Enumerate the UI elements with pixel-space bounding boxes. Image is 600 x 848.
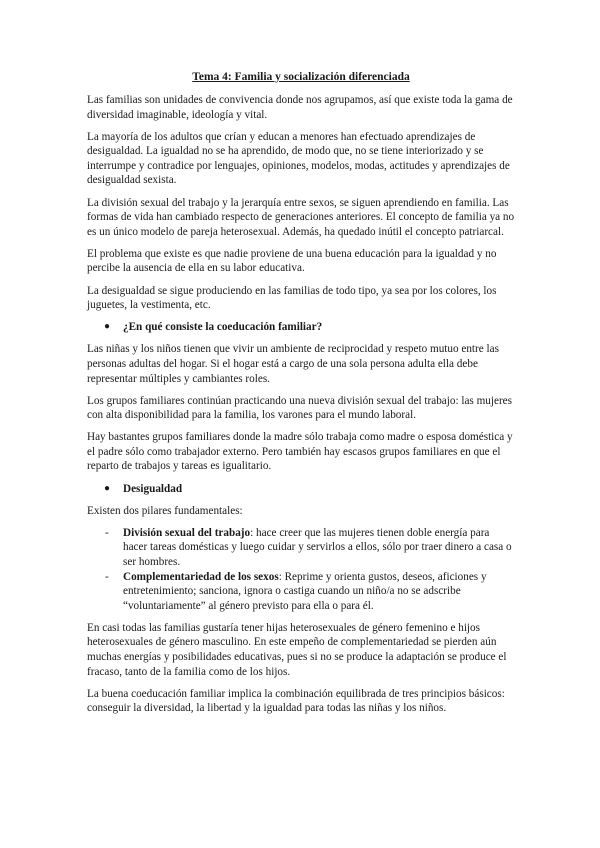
document-page — [87, 70, 515, 723]
paragraph: Las familias son unidades de convivencia donde nos agrupamos, así que existe toda la gama de diversidad imaginable, ideología y vital. — [87, 94, 513, 121]
paragraph: Existen dos pilares fundamentales: — [87, 504, 243, 517]
document-title: Tema 4: Familia y socialización diferenciada — [192, 71, 410, 83]
paragraph: Hay bastantes grupos familiares donde la madre sólo trabaja como madre o esposa doméstica y el padre sólo como trabajador externo. Pero también hay escasos grupos familiares en que el reparto de trabajos y tareas es igualitario. — [87, 431, 513, 473]
paragraph: En casi todas las familias gustaría tener hijas heterosexuales de género femenino e hijos heterosexuales de género masculino. En este empeño de complementariedad se pierden aún muchas energías y posibilidades educativas, pues si no se produce la adaptación se produce el fracaso, tanto de la familia como de los hijos. — [87, 621, 507, 678]
paragraph: El problema que existe es que nadie proviene de una buena educación para la igualdad y no percibe la ausencia de ella en su labor educativa. — [87, 247, 497, 275]
section-heading-label: ¿En qué consiste la coeducación familiar? — [123, 321, 323, 334]
bullet-icon: ● — [104, 321, 111, 333]
list-item — [87, 526, 515, 570]
paragraph: La desigualdad se sigue produciendo en las familias de todo tipo, ya sea por los colores, los juguetes, la vestimenta, etc. — [87, 284, 497, 312]
section-heading-desigualdad — [87, 482, 515, 497]
pillar-term: Complementariedad de los sexos — [123, 570, 279, 583]
section-heading-coeducacion — [87, 320, 515, 335]
dash-icon: - — [105, 570, 109, 583]
dash-icon: - — [105, 526, 109, 539]
paragraph: Los grupos familiares continúan practicando una nueva división sexual del trabajo: las mujeres con alta disponibilidad para la familia, los varones para el mundo laboral. — [87, 394, 512, 422]
section-heading-label: Desigualdad — [123, 482, 183, 495]
paragraph: Las niñas y los niños tienen que vivir un ambiente de reciprocidad y respeto mutuo entre las personas adultas del hogar. Si el hogar está a cargo de una sola persona adulta ella debe representar múltiples y cambiantes roles. — [87, 343, 499, 385]
paragraph: La mayoría de los adultos que crían y educan a menores han efectuado aprendizajes de desigualdad. La igualdad no se ha aprendido, de modo que, no se tiene interiorizado y se interrumpe y contradice por lenguajes, opiniones, modelos, modas, actitudes y aprendizajes de desigualdad sexista. — [87, 130, 510, 187]
paragraph: La buena coeducación familiar implica la combinación equilibrada de tres principios básicos: conseguir la diversidad, la libertad y la igualdad para todas las niñas y los niños. — [87, 687, 505, 715]
bullet-icon: ● — [104, 482, 111, 494]
pillar-text: : Reprime y orienta gustos, deseos, aficiones y entretenimiento; sanciona, ignora o castiga cuando un niño/a no se adscribe “voluntariamente” al género previsto para ella o para él. — [123, 570, 487, 612]
list-item — [87, 570, 515, 614]
pillars-list — [87, 526, 515, 614]
pillar-text: : hace creer que las mujeres tienen doble energía para hacer tareas domésticas y luego cuidar y servirlos a ellos, sólo por traer dinero a casa o ser hombres. — [123, 526, 512, 568]
pillar-term: División sexual del trabajo — [123, 526, 251, 539]
paragraph: La división sexual del trabajo y la jerarquía entre sexos, se siguen aprendiendo en familia. Las formas de vida han cambiado respecto de generaciones anteriores. El concepto de familia ya no es un único modelo de pareja heterosexual. Además, ha quedado inútil el concepto patriarcal. — [87, 196, 515, 238]
